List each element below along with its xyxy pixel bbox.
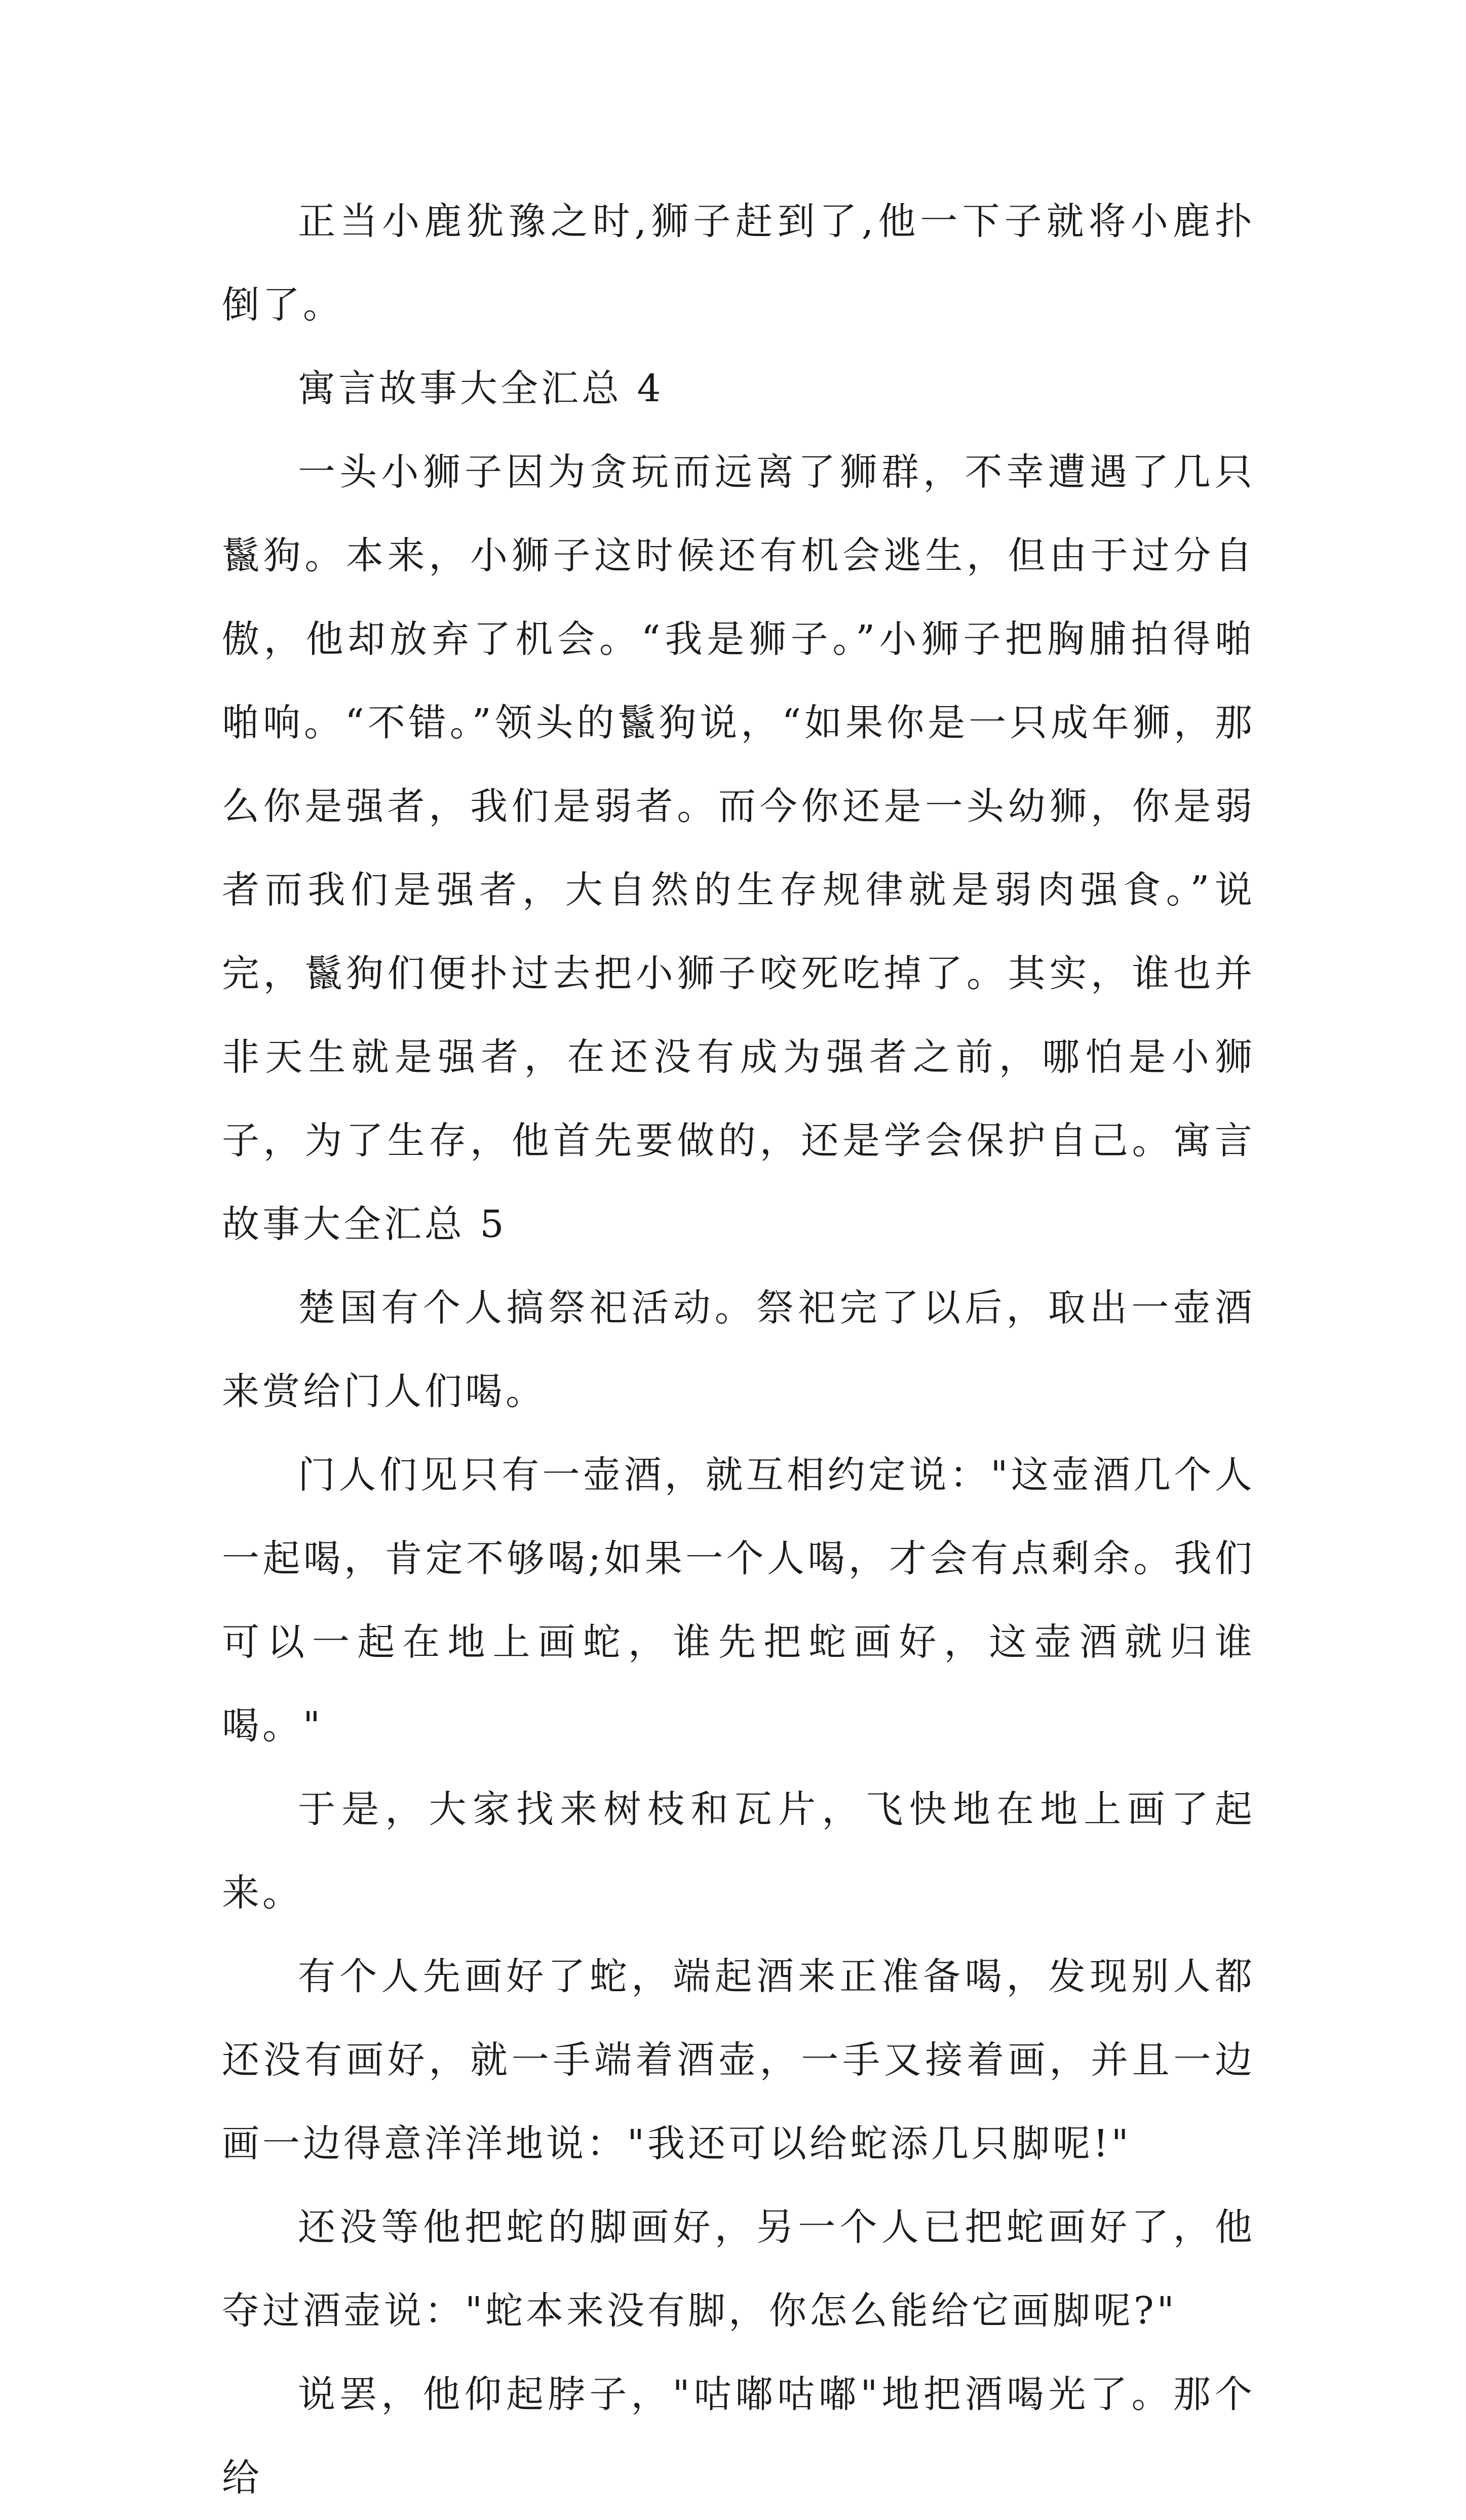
- paragraph: 一头小狮子因为贪玩而远离了狮群，不幸遭遇了几只鬣狗。本来，小狮子这时候还有机会逃生，但由于过分自傲，他却放弃了机会。“我是狮子。”小狮子把胸脯拍得啪啪响。“不错。”领头的鬣狗说，“如果你是一只成年狮，那么你是强者，我们是弱者。而今你还是一头幼狮，你是弱者而我们是强者，大自然的生存规律就是弱肉强食。”说完，鬣狗们便扑过去把小狮子咬死吃掉了。其实，谁也并非天生就是强者，在还没有成为强者之前，哪怕是小狮子，为了生存，他首先要做的，还是学会保护自己。寓言故事大全汇总 5: [222, 450, 1255, 1246]
- paragraph: 楚国有个人搞祭祀活动。祭祀完了以后，取出一壶酒来赏给门人们喝。: [222, 1286, 1255, 1413]
- paragraph: 有个人先画好了蛇，端起酒来正准备喝，发现别人都还没有画好，就一手端着酒壶，一手又接着画，并且一边画一边得意洋洋地说："我还可以给蛇添几只脚呢!": [222, 1955, 1255, 2165]
- paragraph: 还没等他把蛇的脚画好，另一个人已把蛇画好了，他夺过酒壶说："蛇本来没有脚，你怎么能给它画脚呢?": [222, 2205, 1255, 2333]
- paragraph: 于是，大家找来树枝和瓦片，飞快地在地上画了起来。: [222, 1788, 1255, 1915]
- section-heading: 寓言故事大全汇总 4: [298, 367, 664, 410]
- paragraph: 门人们见只有一壶酒，就互相约定说："这壶酒几个人一起喝，肯定不够喝;如果一个人喝，才会有点剩余。我们可以一起在地上画蛇，谁先把蛇画好，这壶酒就归谁喝。": [222, 1453, 1255, 1748]
- document-body: [222, 180, 1255, 2520]
- paragraph: 说罢，他仰起脖子，"咕嘟咕嘟"地把酒喝光了。那个给: [222, 2373, 1255, 2500]
- paragraph: 正当小鹿犹豫之时,狮子赶到了,他一下子就将小鹿扑倒了。: [222, 200, 1255, 327]
